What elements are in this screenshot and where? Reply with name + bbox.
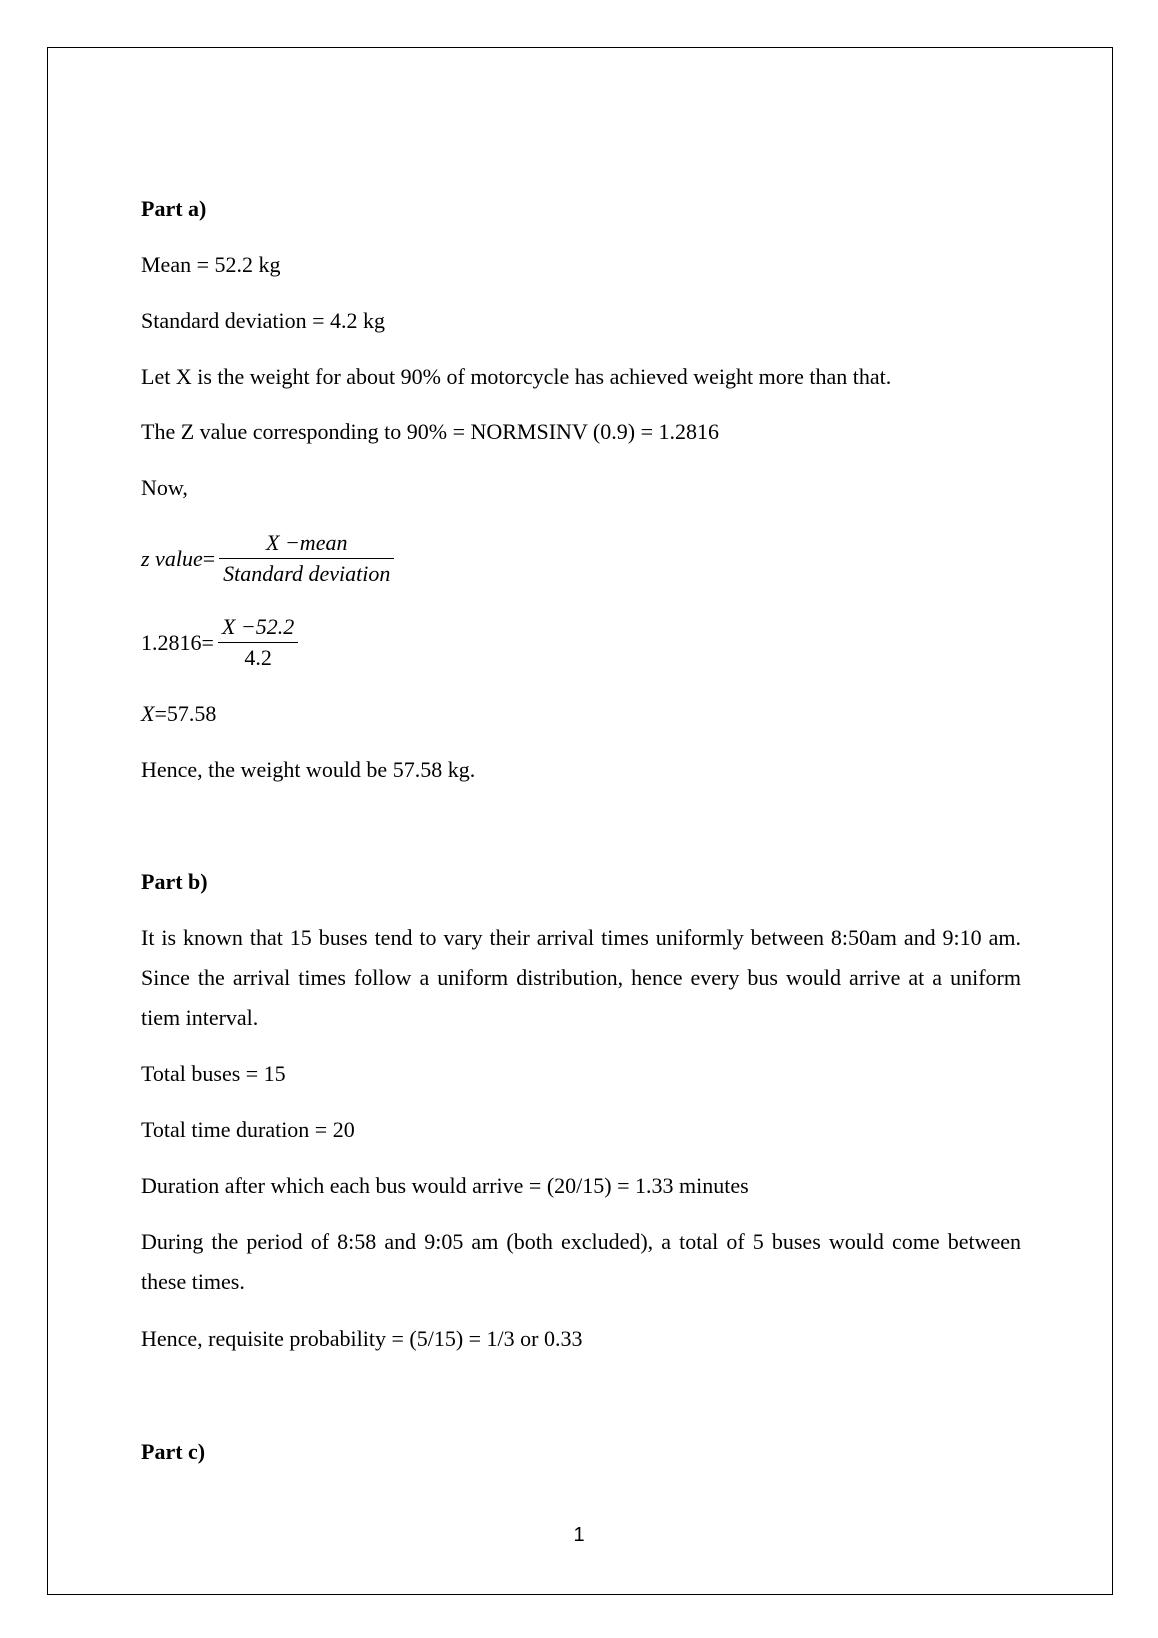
formula-denominator: Standard deviation [223, 561, 391, 586]
formula-lhs: z value [141, 545, 203, 571]
period-text: During the period of 8:58 and 9:05 am (both excluded), a total of 5 buses would come between these times. [141, 1229, 1021, 1294]
mean-text: Mean = 52.2 kg [141, 252, 281, 277]
part-b-heading: Part b) [141, 869, 208, 894]
formula-fraction [219, 530, 394, 587]
total-time-text: Total time duration = 20 [141, 1117, 355, 1142]
formula-numerator: X −mean [266, 530, 348, 555]
part-a-heading: Part a) [141, 196, 207, 221]
substitution-formula [141, 614, 298, 671]
total-buses-text: Total buses = 15 [141, 1061, 286, 1086]
probability-text: Hence, requisite probability = (5/15) = 1/3 or 0.33 [141, 1326, 583, 1351]
duration-text: Duration after which each bus would arrive = (20/15) = 1.33 minutes [141, 1173, 749, 1198]
substitution-lhs: 1.2816 [141, 629, 202, 655]
substitution-equals: = [201, 629, 214, 655]
result-variable: X [141, 701, 155, 726]
substitution-fraction [218, 614, 298, 671]
result-value: =57.58 [154, 701, 217, 726]
part-c-heading: Part c) [141, 1439, 206, 1464]
result-line [141, 701, 216, 727]
part-b-intro: It is known that 15 buses tend to vary their arrival times uniformly between 8:50am and 9:10 am. Since the arrival times follow a uniform distribution, hence every bus would arrive at a uniform tiem interval. [141, 925, 1021, 1030]
substitution-numerator: X −52.2 [221, 614, 295, 639]
substitution-denominator: 4.2 [244, 645, 272, 670]
let-x-text: Let X is the weight for about 90% of motorcycle has achieved weight more than that. [141, 364, 892, 389]
z-formula [141, 530, 394, 587]
formula-equals: = [202, 545, 216, 571]
page-number: 1 [573, 1524, 585, 1546]
std-dev-text: Standard deviation = 4.2 kg [141, 308, 385, 333]
part-a-conclusion: Hence, the weight would be 57.58 kg. [141, 757, 476, 782]
now-text: Now, [141, 475, 188, 500]
z-value-text: The Z value corresponding to 90% = NORMSINV (0.9) = 1.2816 [141, 419, 719, 444]
page-border [47, 47, 1113, 1595]
